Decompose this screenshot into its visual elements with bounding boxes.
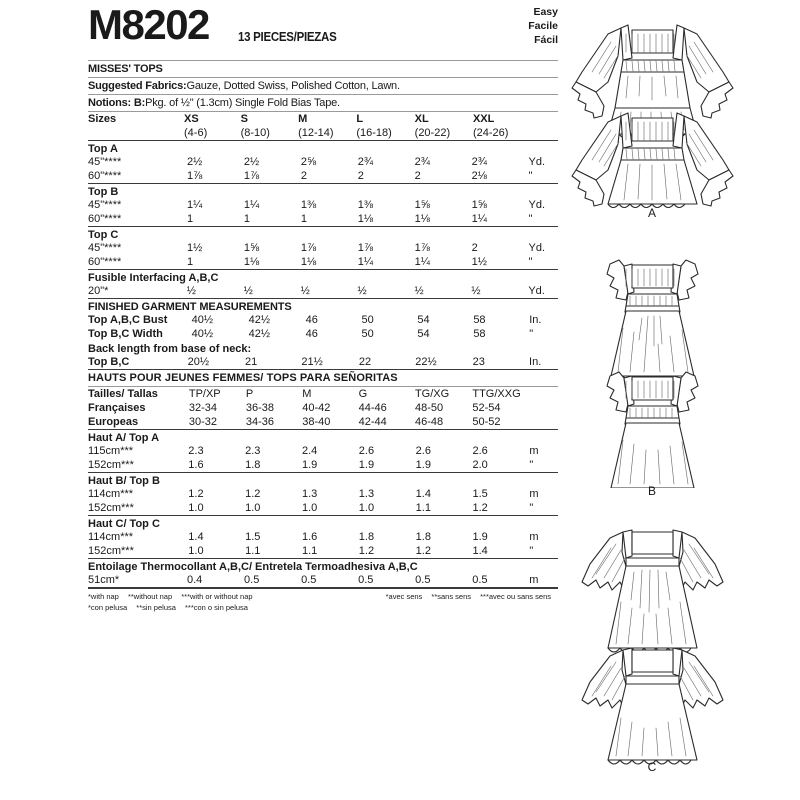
row-label: Top B,C Width	[88, 328, 163, 340]
value-cell: 0.5	[415, 574, 431, 586]
empty-cell	[88, 126, 184, 140]
row-label: 115cm***	[88, 445, 134, 457]
view-c-top-back	[582, 648, 723, 764]
yardage-group-title: Haut C/ Top C	[88, 518, 160, 530]
value-cell: 1.0	[301, 502, 318, 514]
value-cell: 1⅛	[414, 213, 430, 225]
size-number-s: (8-10)	[240, 127, 270, 139]
value-cell: 1¼	[186, 199, 203, 211]
value-cell: 0.5	[472, 574, 488, 586]
row-label: 45"****	[88, 242, 122, 254]
value-cell: 1.3	[358, 488, 375, 500]
value-cell: 54	[417, 314, 430, 326]
value-cell: 1⅞	[414, 242, 430, 254]
value-cell: TP/XP	[188, 388, 221, 400]
value-cell: 50-52	[472, 416, 501, 428]
footnotes-en-es	[88, 592, 260, 614]
value-cell: 1.6	[301, 531, 318, 543]
value-cell: 46-48	[414, 416, 444, 428]
view-c-illustration	[566, 516, 796, 774]
yardage-group-title: Top A	[88, 143, 118, 155]
size-letter-s: S	[240, 113, 248, 125]
size-number-xs: (4-6)	[184, 127, 208, 139]
unit-cell: Yd.	[528, 156, 546, 168]
value-cell: 1.5	[245, 531, 261, 543]
value-cell: 40½	[191, 328, 214, 340]
view-label-c: C	[647, 760, 657, 774]
value-cell: 1.1	[301, 545, 318, 557]
row-label: 45"****	[88, 199, 122, 211]
table-row	[88, 544, 558, 558]
value-cell: 23	[472, 356, 485, 368]
view-a-illustration	[566, 10, 796, 220]
table-row	[88, 327, 558, 341]
value-cell: 2	[357, 170, 364, 182]
footnote-item: *avec sens	[385, 592, 423, 601]
footnote-item: *con pelusa	[88, 602, 128, 612]
value-cell: 1	[186, 256, 194, 268]
value-cell: 1¼	[414, 256, 430, 268]
value-cell: 50	[361, 328, 374, 340]
value-cell: 2.4	[301, 445, 318, 457]
size-number-l: (16-18)	[356, 127, 392, 139]
value-cell: ½	[243, 285, 253, 297]
value-cell: TTG/XXG	[472, 388, 521, 400]
row-label: 114cm***	[88, 488, 134, 500]
value-cell: 34-36	[245, 416, 274, 428]
yardage-table-metric	[88, 430, 558, 588]
row-label: Tailles/ Tallas	[88, 388, 158, 400]
unit-cell: "	[529, 545, 534, 557]
value-cell: 1½	[186, 242, 203, 254]
value-cell: 1.2	[358, 545, 375, 557]
value-cell: 0.5	[301, 574, 317, 586]
value-cell: 1¼	[471, 213, 487, 225]
garment-title: MISSES' TOPS	[88, 63, 163, 75]
footnote-item: **without nap	[127, 592, 173, 601]
yardage-group-title: Fusible Interfacing A,B,C	[88, 272, 219, 284]
piece-count: 13 PIECES/PIEZAS	[238, 30, 337, 44]
value-cell: 2	[300, 170, 307, 182]
value-cell: 21½	[301, 356, 323, 368]
value-cell: 1.4	[472, 545, 488, 557]
value-cell: 42-44	[358, 416, 387, 428]
view-b-top-back	[607, 372, 698, 488]
value-cell: 0.5	[358, 574, 374, 586]
row-label: Top B,C	[88, 356, 130, 368]
unit-cell: m	[529, 488, 539, 500]
footnotes-english	[88, 592, 260, 603]
value-cell: 1⅞	[357, 242, 374, 254]
unit-cell: m	[529, 574, 539, 586]
row-label: 60"****	[88, 213, 122, 225]
value-cell: 1⅜	[300, 199, 317, 211]
table-row	[88, 501, 558, 515]
row-label: 114cm***	[88, 531, 134, 543]
suggested-fabrics-value: Gauze, Dotted Swiss, Polished Cotton, Lawn.	[186, 80, 400, 92]
suggested-fabrics-label: Suggested Fabrics:	[88, 80, 187, 92]
table-row	[88, 169, 558, 183]
suggested-fabrics-row	[88, 78, 558, 94]
backlength-table	[88, 355, 558, 369]
size-letter-m: M	[298, 113, 308, 125]
footnotes-spanish	[88, 603, 260, 614]
value-cell: ½	[186, 285, 196, 297]
footnote-item: *with nap	[88, 592, 119, 601]
notions-label: Notions: B:	[88, 97, 146, 109]
table-row	[88, 458, 558, 472]
international-sizes-table	[88, 387, 558, 429]
value-cell: 2½	[186, 156, 203, 168]
difficulty-es: Fácil	[534, 33, 558, 46]
value-cell: ½	[471, 285, 481, 297]
value-cell: 1⅛	[300, 256, 317, 268]
table-row	[88, 155, 558, 169]
unit-cell: Yd.	[528, 199, 546, 211]
sizes-label: Sizes	[88, 113, 117, 125]
footnotes-french	[386, 592, 558, 614]
value-cell: 1.9	[472, 531, 488, 543]
value-cell: 2.0	[472, 459, 488, 471]
value-cell: 48-50	[414, 402, 444, 414]
value-cell: 58	[473, 328, 486, 340]
table-row	[88, 313, 558, 327]
value-cell: 1.2	[245, 488, 261, 500]
footnote-item: ***con o sin pelusa	[185, 602, 248, 612]
value-cell: ½	[414, 285, 424, 297]
value-cell: 0.4	[186, 574, 203, 586]
yardage-table	[88, 573, 558, 587]
value-cell: 22	[358, 356, 372, 368]
value-cell: 40-42	[302, 402, 331, 414]
value-cell: M	[302, 388, 312, 400]
value-cell: 2.6	[415, 445, 431, 457]
row-label: Top A,B,C Bust	[88, 314, 168, 326]
value-cell: P	[245, 388, 254, 400]
value-cell: 1.0	[245, 502, 261, 514]
difficulty-en: Easy	[533, 6, 558, 18]
value-cell: 54	[417, 328, 430, 340]
yardage-group-title: Top C	[88, 229, 119, 241]
value-cell: 2.6	[358, 445, 375, 457]
value-cell: 40½	[191, 314, 214, 326]
value-cell: 1⅝	[414, 199, 430, 211]
value-cell: 1	[186, 213, 194, 225]
value-cell: 1.4	[188, 531, 204, 543]
value-cell: 1.9	[301, 459, 318, 471]
finished-measurements-table	[88, 313, 558, 341]
size-letter-l: L	[356, 113, 364, 125]
pattern-number: M8202	[88, 1, 209, 48]
table-row	[88, 212, 558, 226]
yardage-table	[88, 198, 558, 226]
unit-cell: Yd.	[528, 285, 545, 297]
row-label: 152cm***	[88, 502, 134, 514]
value-cell: 1.9	[415, 459, 431, 471]
value-cell: G	[358, 388, 368, 400]
row-label: 152cm***	[88, 459, 134, 471]
unit-cell: m	[529, 445, 539, 457]
unit-cell: "	[528, 256, 533, 268]
table-row	[88, 444, 558, 458]
table-row	[88, 241, 558, 255]
value-cell: 36-38	[245, 402, 274, 414]
row-label: 152cm***	[88, 545, 134, 557]
yardage-table	[88, 155, 558, 183]
view-a-top-back	[572, 113, 733, 208]
table-row	[88, 355, 558, 369]
value-cell: ½	[300, 285, 310, 297]
value-cell: 2⅝	[300, 156, 317, 168]
row-label: 60"****	[88, 256, 122, 268]
table-row	[88, 112, 558, 126]
value-cell: 1⅝	[471, 199, 487, 211]
value-cell: 1¼	[243, 199, 260, 211]
size-letter-xl: XL	[414, 113, 429, 125]
information-panel	[88, 1, 558, 614]
yardage-table	[88, 487, 558, 515]
footnote-item: **sin pelusa	[136, 602, 176, 612]
value-cell: 1¼	[357, 256, 374, 268]
yardage-table	[88, 284, 558, 298]
unit-cell	[532, 387, 558, 401]
value-cell: 1.2	[472, 502, 488, 514]
unit-cell: "	[529, 459, 534, 471]
value-cell: 2½	[243, 156, 260, 168]
yardage-group-title: Haut A/ Top A	[88, 432, 160, 444]
finished-measurements-title: FINISHED GARMENT MEASUREMENTS	[88, 301, 292, 313]
notions-row	[88, 95, 558, 111]
value-cell: 1.1	[415, 502, 431, 514]
unit-cell	[531, 126, 558, 140]
value-cell: 2.6	[472, 445, 488, 457]
table-row	[88, 573, 558, 587]
yardage-group-title: Top B	[88, 186, 119, 198]
value-cell: 2.3	[245, 445, 261, 457]
row-label: 60"****	[88, 170, 122, 182]
value-cell: 30-32	[188, 416, 217, 428]
view-b-top-front	[607, 260, 698, 380]
view-b-drawing	[566, 248, 796, 488]
value-cell: 46	[305, 314, 318, 326]
value-cell: 1.3	[301, 488, 318, 500]
table-row	[88, 198, 558, 212]
value-cell: 2¾	[414, 156, 430, 168]
view-a-drawing	[566, 10, 796, 210]
value-cell: 44-46	[358, 402, 387, 414]
unit-cell: Yd.	[528, 242, 546, 254]
international-title: HAUTS POUR JEUNES FEMMES/ TOPS PARA SEÑORITAS	[88, 372, 398, 384]
value-cell: ½	[357, 285, 367, 297]
row-label: Françaises	[88, 402, 146, 414]
value-cell: 1.8	[358, 531, 375, 543]
value-cell: 1	[300, 213, 307, 225]
value-cell: 2⅛	[471, 170, 487, 182]
table-row	[88, 126, 558, 140]
value-cell: 1	[243, 213, 251, 225]
table-row	[88, 387, 558, 401]
garment-illustrations	[560, 0, 800, 800]
unit-cell	[532, 415, 558, 429]
value-cell: 2	[471, 242, 478, 254]
value-cell: 1⅞	[186, 170, 203, 182]
value-cell: 1.9	[358, 459, 375, 471]
value-cell: 1.1	[245, 545, 261, 557]
value-cell: 1.2	[415, 545, 431, 557]
value-cell: 20½	[187, 356, 210, 368]
view-b-illustration	[566, 248, 796, 498]
size-number-xl: (20-22)	[414, 127, 451, 139]
view-label-a: A	[647, 206, 656, 220]
yardage-table-imperial	[88, 141, 558, 299]
value-cell: 21	[245, 356, 258, 368]
row-label: 20"*	[88, 285, 109, 297]
envelope-header	[88, 1, 558, 60]
value-cell: 1⅞	[243, 170, 260, 182]
value-cell: 38-40	[302, 416, 331, 428]
view-c-drawing	[566, 516, 796, 766]
unit-cell	[532, 401, 558, 415]
value-cell: 1⅝	[243, 242, 260, 254]
view-c-top-front	[582, 530, 723, 652]
row-label: 51cm*	[88, 574, 120, 586]
value-cell: 58	[473, 314, 486, 326]
unit-cell: In.	[529, 314, 542, 326]
size-number-m: (12-14)	[298, 127, 334, 139]
value-cell: 1.0	[188, 502, 204, 514]
sizes-header-table	[88, 112, 558, 140]
size-letter-xxl: XXL	[472, 113, 495, 125]
table-row	[88, 415, 558, 429]
value-cell: 32-34	[188, 402, 217, 414]
footnotes	[88, 589, 558, 614]
value-cell: 1⅛	[243, 256, 260, 268]
value-cell: 1.8	[245, 459, 261, 471]
value-cell: 1.0	[358, 502, 375, 514]
value-cell: 1.0	[188, 545, 204, 557]
unit-cell: "	[528, 170, 533, 182]
value-cell: 50	[361, 314, 374, 326]
table-row	[88, 487, 558, 501]
value-cell: 1.8	[415, 531, 431, 543]
unit-cell	[531, 112, 558, 126]
unit-cell: "	[529, 502, 534, 514]
footnote-item: **sans sens	[431, 592, 472, 601]
value-cell: 1.2	[188, 488, 204, 500]
yardage-table	[88, 444, 558, 472]
difficulty-fr: Facile	[528, 19, 558, 32]
table-row	[88, 401, 558, 415]
yardage-group-title: Haut B/ Top B	[88, 475, 160, 487]
value-cell: 2.3	[188, 445, 204, 457]
value-cell: 1⅜	[357, 199, 374, 211]
difficulty-rating	[528, 6, 558, 48]
row-label: Europeas	[88, 416, 139, 428]
yardage-table	[88, 241, 558, 269]
footnote-item: ***with or without nap	[181, 592, 253, 601]
table-row	[88, 255, 558, 269]
value-cell: TG/XG	[414, 388, 450, 400]
footnote-item: ***avec ou sans sens	[480, 592, 551, 601]
yardage-group-title: Entoilage Thermocollant A,B,C/ Entretela Termoadhesiva A,B,C	[88, 561, 418, 573]
unit-cell: "	[528, 213, 533, 225]
value-cell: 46	[305, 328, 318, 340]
value-cell: 2¾	[357, 156, 374, 168]
value-cell: 0.5	[244, 574, 260, 586]
unit-cell: In.	[529, 356, 542, 368]
size-number-xxl: (24-26)	[472, 127, 509, 139]
backlength-title: Back length from base of neck:	[88, 343, 252, 355]
notions-value: Pkg. of ½" (1.3cm) Single Fold Bias Tape.	[145, 97, 340, 109]
value-cell: 42½	[248, 328, 271, 340]
value-cell: 42½	[248, 314, 271, 326]
value-cell: 1.6	[188, 459, 204, 471]
value-cell: 2¾	[471, 156, 487, 168]
row-label: 45"****	[88, 156, 122, 168]
value-cell: 1.5	[472, 488, 488, 500]
yardage-table	[88, 530, 558, 558]
value-cell: 52-54	[472, 402, 501, 414]
value-cell: 1½	[471, 256, 487, 268]
table-row	[88, 284, 558, 298]
view-label-b: B	[647, 484, 656, 498]
value-cell: 22½	[415, 356, 437, 368]
value-cell: 1.4	[415, 488, 431, 500]
value-cell: 1⅛	[357, 213, 374, 225]
value-cell: 2	[414, 170, 421, 182]
unit-cell: "	[529, 328, 534, 340]
value-cell: 1⅞	[300, 242, 317, 254]
unit-cell: m	[529, 531, 539, 543]
table-row	[88, 530, 558, 544]
size-letter-xs: XS	[184, 113, 199, 125]
